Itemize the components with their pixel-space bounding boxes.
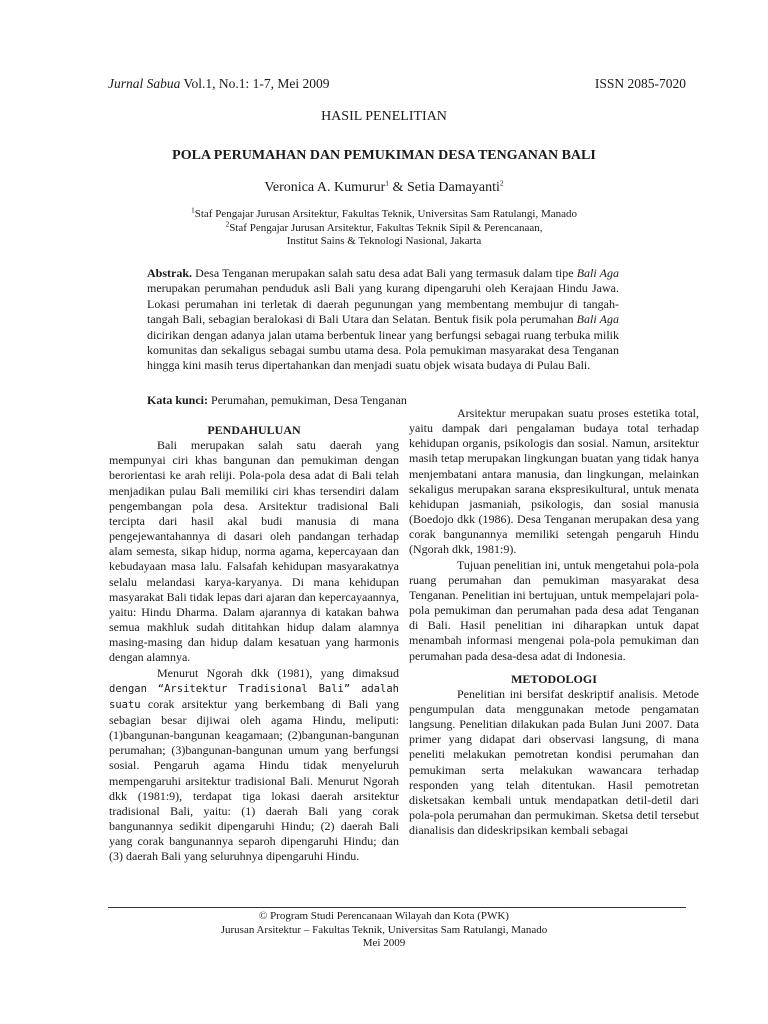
journal-citation	[108, 76, 330, 92]
affiliation-1-sup: 1	[190, 205, 195, 215]
section-type: HASIL PENELITIAN	[321, 109, 447, 124]
running-header	[108, 76, 686, 94]
abstract-term-2: Bali Aga	[576, 312, 619, 327]
paragraph-2-text-a: Menurut Ngorah dkk (1981), yang dimaksud	[157, 665, 399, 680]
metodologi-paragraph: Penelitian ini bersifat deskriptif analisis. Metode pengumpulan data menggunakan metode pengamatan langsung. Penelitian dilakukan pada Bulan Juni 2007. Data primer yang didapat dari observasi langsung, di mana peneliti melakukan pemotretan kondisi perumahan dan pemukiman serta melakukan wawancara terhadap responden yang telah ditentukan. Hasil pemotretan disketsakan kembali untuk mendapatkan detil-detil dari pola-pola perumahan dan permukiman. Sketsa detil tersebut dianalisis dan dideskripsikan kembali sebagai	[409, 686, 699, 838]
abstract-text-3: dicirikan dengan adanya jalan utama berbentuk linear yang berfungsi sebagai ruang terbuka milik komunitas dan sekaligus sebagai sumbu utama desa. Pola pemukiman masyarakat desa Tenganan hingga kini masih terus dipertahankan dan menjadi suatu objek wisata budaya di Pulau Bali.	[147, 327, 619, 373]
issn: ISSN 2085-7020	[594, 76, 686, 91]
footer-line-2: Jurusan Arsitektur – Fakultas Teknik, Universitas Sam Ratulangi, Manado	[220, 923, 548, 936]
pendahuluan-paragraph-1: Bali merupakan salah satu daerah yang mempunyai ciri khas bangunan dan pemukiman dengan berorientasi ke arah reliji. Pola-pola desa adat di Bali telah menjadikan pulau Bali memiliki ciri khas tersendiri dalam pengembangan pola desa. Arsitektur tradisional Bali tercipta dari hasil akal budi manusia di mana pengejewantahannya di dasari oleh pandangan terhadap alam semesta, sikap hidup, norma agama, kepercayaan dan kebudayaan masa lalu. Falsafah kehidupan masyarakatnya selalu melandasi karya-karyanya. Di mana kehidupan masyarakat Bali tidak lepas dari ajaran dan kepercayaannya, yaitu: Hindu Dharma. Dalam ajarannya di katakan bahwa semua makhluk sudah dititahkan hidup dalam alamnya masing-masing dan hidup dalam kesatuan yang harmonis dengan alamnya.	[109, 438, 399, 665]
journal-name: Jurnal Sabua	[108, 76, 181, 91]
affiliations	[0, 205, 768, 249]
abstract-term-1: Bali Aga	[576, 266, 619, 280]
paragraph-2-quote: dengan “Arsitektur Tradisional Bali” adalah suatu	[109, 682, 399, 711]
affiliation-2-text: Staf Pengajar Jurusan Arsitektur, Fakultas Teknik Sipil & Perencanaan,	[229, 221, 543, 234]
authors	[0, 180, 768, 196]
keywords-label: Kata kunci:	[147, 393, 209, 407]
affiliation-2	[0, 218, 768, 236]
left-column-spacer	[109, 406, 399, 423]
right-column	[409, 406, 699, 838]
affiliation-2-sup: 2	[225, 218, 230, 228]
author-2-sup: 2	[499, 178, 504, 188]
right-paragraph-1: Arsitektur merupakan suatu proses estetika total, yaitu dampak dari pengalaman budaya total terhadap kehidupan organis, psikologis dan sosial. Namun, arsitektur masih tetap merupakan lingkungan buatan yang tidak hanya menjembatani antara manusia, dan lingkungan, melainkan sekaligus merupakan sarana ekspresikultural, untuk menata kehidupan jasmaniah, psikologis, dan sosial manusia (Boedojo dkk (1986). Desa Tenganan merupakan desa yang corak bangunannya memiliki setengah pengaruh Hindu (Ngorah dkk, 1981:9).	[409, 406, 699, 557]
abstract-text-2: merupakan perumahan penduduk asli Bali yang kurang dipengaruhi oleh Kerajaan Hindu Jawa. Lokasi perumahan ini terletak di daerah pegunungan yang membentang membujur di tangah-tangah Bali, sebagian beralokasi di Bali Utara dan Selatan. Bentuk fisik pola perumahan	[147, 281, 619, 327]
abstract	[147, 266, 619, 374]
affiliation-1	[0, 205, 768, 222]
pendahuluan-paragraph-2	[109, 666, 399, 865]
author-separator: &	[389, 180, 407, 195]
left-column	[109, 406, 399, 865]
author-1: Veronica A. Kumurur	[264, 180, 386, 195]
affiliation-2-line2: Institut Sains & Teknologi Nasional, Jakarta	[286, 235, 482, 247]
author-2: Setia Damayanti	[406, 180, 500, 195]
metodologi-heading: METODOLOGI	[511, 671, 597, 686]
footer-line-3: Mei 2009	[362, 937, 406, 949]
footer	[0, 910, 768, 951]
abstract-text-1: Desa Tenganan merupakan salah satu desa adat Bali yang termasuk dalam tipe	[192, 266, 577, 280]
abstract-label: Abstrak.	[147, 266, 193, 280]
footer-rule	[108, 907, 686, 908]
keywords-text: Perumahan, pemukiman, Desa Tenganan	[208, 393, 407, 407]
affiliation-1-text: Staf Pengajar Jurusan Arsitektur, Fakultas Teknik, Universitas Sam Ratulangi, Manado	[194, 208, 578, 220]
journal-volume: Vol.1, No.1: 1-7, Mei 2009	[180, 76, 330, 91]
paper-title: POLA PERUMAHAN DAN PEMUKIMAN DESA TENGANAN BALI	[172, 148, 596, 163]
right-paragraph-2: Tujuan penelitian ini, untuk mengetahui pola-pola ruang perumahan dan pemukiman masyarakat desa Tenganan. Penelitian ini bertujuan, untuk mempelajari pola-pola pemukiman dan perumahan pada desa adat Tenganan di Bali. Hasil penelitian ini diharapkan untuk dapat menambah informasi mengenai pola-pola pemukiman dan perumahan pada desa-desa adat di Indonesia.	[409, 557, 699, 663]
author-1-sup: 1	[385, 178, 390, 188]
paragraph-2-text-b: corak arsitektur yang berkembang di Bali yang sebagian besar dijiwai oleh agama Hindu, meliputi: (1)bangunan-bangunan keagamaan; (2)bangunan-bangunan perumahan; (3)bangunan-bangunan umum yang berfungsi sosial. Pengaruh agama Hindu tidak menyeluruh mempengaruhi arsitektur tradisional Bali. Menurut Ngorah dkk (1981:9), terdapat tiga lokasi daerah arsitektur tradisional Bali, yaitu: (1) daerah Bali yang corak bangunannya sedikit dipengaruhi Hindu; (2) daerah Bali yang corak bangunannya separoh dipengaruhi Hindu; dan (3) daerah Bali yang seluruhnya dipengaruhi Hindu.	[109, 696, 399, 864]
footer-line-1: © Program Studi Perencanaan Wilayah dan Kota (PWK)	[259, 910, 509, 922]
pendahuluan-heading: PENDAHULUAN	[207, 423, 301, 437]
